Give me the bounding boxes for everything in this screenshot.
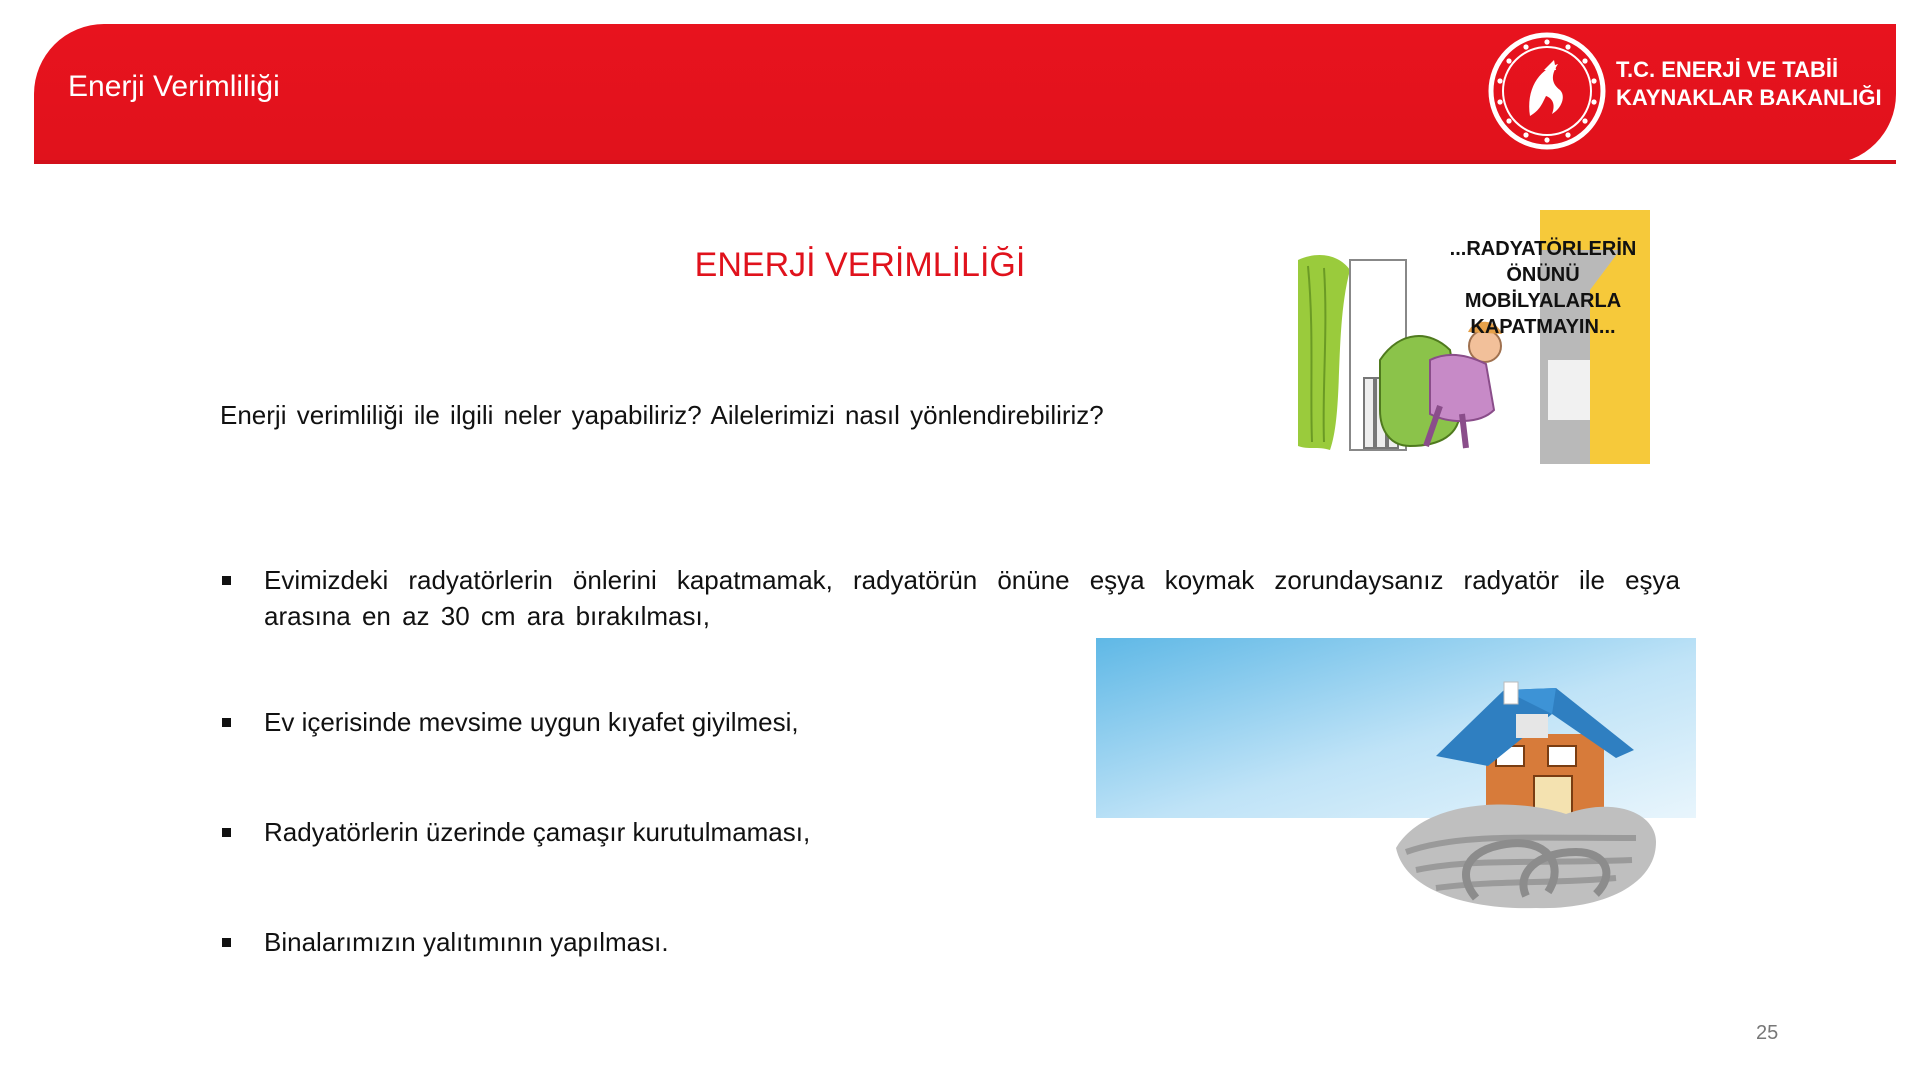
list-item-text: Evimizdeki radyatörlerin önlerini kapatmamak, radyatörün önüne eşya koymak zorundaysanız radyatör ile eşya arasına en az 30 cm ara bırakılması, xyxy=(264,565,1680,631)
slide-heading: ENERJİ VERİMLİLİĞİ xyxy=(694,246,1026,284)
insulated-house-image xyxy=(1096,638,1696,940)
header-title: Enerji Verimliliği xyxy=(68,70,280,103)
cartoon-caption: ...RADYATÖRLERİN ÖNÜNÜ MOBİLYALARLA KAPATMAYIN... xyxy=(1449,238,1637,338)
ministry-name-line1: T.C. ENERJİ VE TABİİ xyxy=(1616,57,1839,82)
bullet-square-icon xyxy=(222,718,231,727)
ministry-name xyxy=(1616,56,1882,112)
radiator-cartoon-image xyxy=(1290,210,1650,464)
page-number: 25 xyxy=(1756,1022,1779,1044)
header-underline xyxy=(34,160,1896,164)
question-text: Enerji verimliliği ile ilgili neler yapabiliriz? Ailelerimizi nasıl yönlendirebiliriz? xyxy=(220,400,1104,430)
insulated-house-drawing xyxy=(1096,638,1696,940)
bullet-square-icon xyxy=(222,576,231,585)
list-item-text: Ev içerisinde mevsime uygun kıyafet giyilmesi, xyxy=(264,707,799,737)
ministry-emblem-icon xyxy=(1486,30,1608,152)
bullet-square-icon xyxy=(222,828,231,837)
list-item-text: Radyatörlerin üzerinde çamaşır kurutulmaması, xyxy=(264,817,811,847)
bullet-square-icon xyxy=(222,938,231,947)
ministry-name-line2: KAYNAKLAR BAKANLIĞI xyxy=(1616,85,1882,110)
list-item-text: Binalarımızın yalıtımının yapılması. xyxy=(264,927,669,957)
